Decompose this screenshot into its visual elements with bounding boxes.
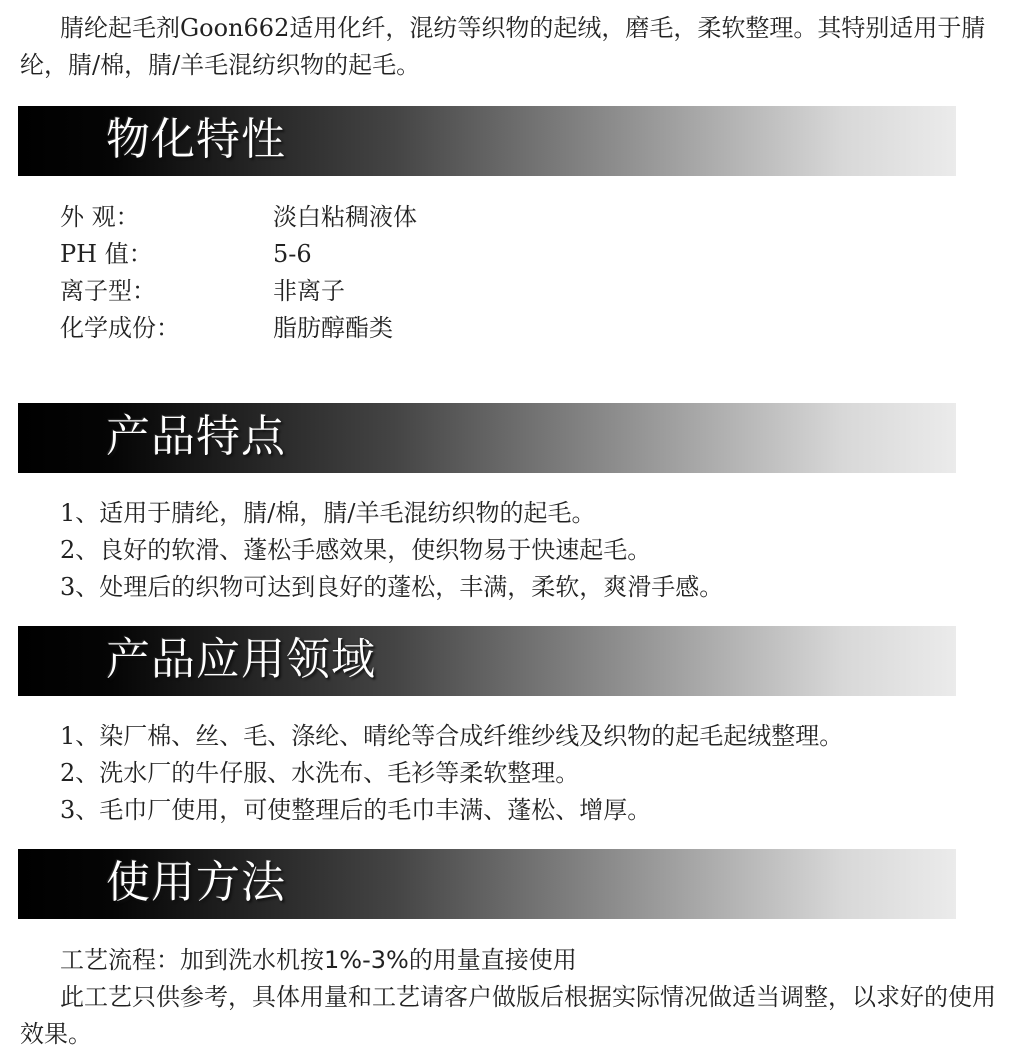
property-key: PH 值： — [60, 240, 153, 268]
property-row — [60, 236, 417, 273]
features-list — [60, 495, 723, 606]
section-banner-usage — [18, 849, 956, 919]
property-value: 非离子 — [273, 277, 345, 305]
list-item: 3、处理后的织物可达到良好的蓬松，丰满，柔软，爽滑手感。 — [60, 573, 724, 601]
section-title-applications: 产品应用领域 — [106, 634, 376, 685]
section-banner-properties — [18, 106, 956, 176]
usage-note: 此工艺只供参考，具体用量和工艺请客户做版后根据实际情况做适当调整，以求好的使用效果。 — [20, 983, 996, 1048]
usage-process-suffix: 的用量直接使用 — [408, 946, 577, 974]
list-item: 2、良好的软滑、蓬松手感效果，使织物易于快速起毛。 — [60, 536, 652, 564]
section-banner-applications — [18, 626, 956, 696]
section-title-features: 产品特点 — [106, 411, 286, 462]
usage-ratio: 1%-3% — [324, 946, 409, 974]
list-item: 3、毛巾厂使用，可使整理后的毛巾丰满、蓬松、增厚。 — [60, 796, 652, 824]
property-row — [60, 273, 417, 310]
property-key: 化学成份： — [60, 314, 180, 342]
usage-content — [20, 942, 1005, 1053]
list-item: 1、适用于腈纶，腈/棉，腈/羊毛混纺织物的起毛。 — [60, 499, 596, 527]
list-item: 1、染厂棉、丝、毛、涤纶、晴纶等合成纤维纱线及织物的起毛起绒整理。 — [60, 722, 844, 750]
property-value: 脂肪醇酯类 — [273, 314, 393, 342]
property-row — [60, 310, 417, 347]
section-title-properties: 物化特性 — [106, 114, 286, 165]
property-row — [60, 199, 417, 236]
list-item: 2、洗水厂的牛仔服、水洗布、毛衫等柔软整理。 — [60, 759, 580, 787]
properties-table — [60, 199, 417, 347]
applications-list — [60, 718, 843, 829]
property-key: 离子型： — [60, 277, 156, 305]
usage-process-prefix: 工艺流程：加到洗水机按 — [60, 946, 324, 974]
intro-paragraph: 腈纶起毛剂Goon662适用化纤，混纺等织物的起绒，磨毛，柔软整理。其特别适用于腈纶，腈/棉，腈/羊毛混纺织物的起毛。 — [20, 14, 986, 79]
property-key: 外 观： — [60, 203, 140, 231]
usage-process-line — [20, 942, 1005, 979]
property-value: 5-6 — [273, 240, 312, 268]
section-banner-features — [18, 403, 956, 473]
section-title-usage: 使用方法 — [106, 857, 286, 908]
property-value: 淡白粘稠液体 — [273, 203, 417, 231]
